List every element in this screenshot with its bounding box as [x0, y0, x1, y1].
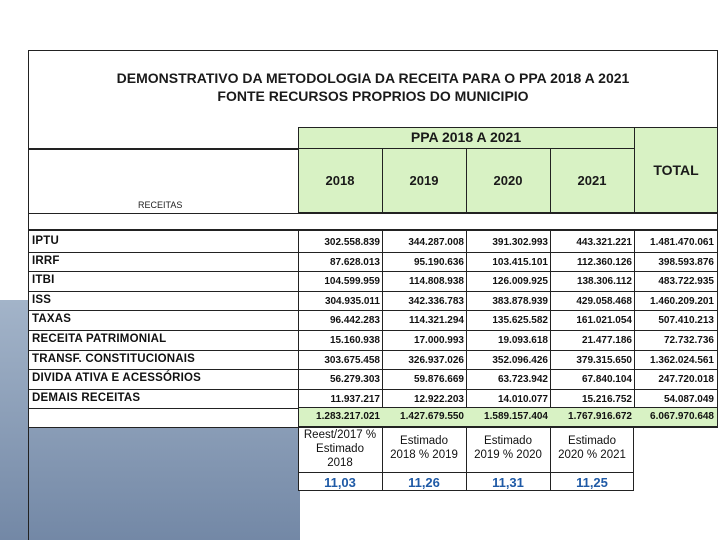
row-rule: [28, 252, 718, 253]
col-rule: [466, 427, 467, 491]
row-value: 104.599.959: [324, 276, 380, 288]
row-value: 161.021.054: [576, 315, 632, 327]
left-strip: [28, 428, 298, 540]
note-line: 2018: [327, 457, 353, 469]
row-label: ISS: [32, 293, 52, 306]
row-label: TRANSF. CONSTITUCIONAIS: [32, 352, 196, 365]
row-value: 443.321.221: [576, 237, 632, 248]
row-value: 11.937.217: [330, 393, 380, 405]
growth-note-label: [550, 434, 634, 462]
row-rule: [28, 330, 718, 331]
growth-note-label: [298, 428, 382, 470]
row-value: 67.840.104: [581, 374, 632, 386]
row-rule: [28, 291, 718, 292]
receitas-label: RECEITAS: [138, 200, 183, 210]
row-total-value: 72.732.736: [663, 335, 714, 346]
row-total-value: 247.720.018: [658, 374, 714, 386]
row-value: 15.160.938: [329, 335, 380, 346]
row-rule: [28, 350, 718, 351]
rule: [28, 148, 298, 150]
year-2019-header: 2019: [409, 173, 439, 188]
year-total-value: 1.427.679.550: [400, 411, 464, 422]
row-value: 126.009.925: [492, 276, 548, 288]
row-rule: [28, 389, 718, 390]
row-value: 19.093.618: [497, 335, 548, 346]
col-rule: [634, 229, 635, 427]
row-value: 391.302.993: [492, 237, 548, 248]
col-rule: [466, 229, 467, 427]
report-title: [30, 70, 716, 104]
row-value: 15.216.752: [581, 393, 632, 405]
row-label: ITBI: [32, 274, 55, 287]
row-value: 344.287.008: [408, 237, 464, 248]
row-total-value: 1.460.209.201: [650, 295, 714, 307]
row-value: 21.477.186: [581, 335, 632, 346]
row-label: IPTU: [32, 235, 59, 247]
note-line: Reest/2017 %: [303, 429, 377, 441]
growth-percent: 11,03: [324, 475, 356, 490]
year-total-value: 1.767.916.672: [568, 411, 632, 422]
title-line-1: DEMONSTRATIVO DA METODOLOGIA DA RECEITA PARA O PPA 2018 A 2021: [116, 70, 630, 86]
year-2020-header: 2020: [493, 173, 523, 188]
row-value: 14.010.077: [497, 393, 548, 405]
col-rule: [550, 427, 551, 491]
col-rule: [550, 229, 551, 427]
row-value: 379.315.650: [576, 354, 632, 366]
year-total-value: 1.589.157.404: [484, 411, 548, 422]
row-label: TAXAS: [32, 313, 72, 326]
ppa-group-label: PPA 2018 A 2021: [410, 129, 522, 145]
total-header: TOTAL: [653, 162, 699, 178]
note-line: 2020 % 2021: [558, 449, 626, 461]
year-2018-header: 2018: [325, 173, 355, 188]
row-value: 63.723.942: [497, 374, 548, 386]
note-line: Estimado: [484, 435, 532, 447]
row-value: 87.628.013: [329, 256, 380, 268]
note-line: Estimado: [400, 435, 448, 447]
note-line: Estimado: [568, 435, 616, 447]
row-rule: [28, 369, 718, 370]
growth-percent: 11,31: [492, 475, 524, 490]
row-label: DEMAIS RECEITAS: [32, 391, 141, 404]
growth-percent: 11,25: [576, 475, 608, 490]
row-value: 303.675.458: [324, 354, 380, 366]
col-rule: [298, 229, 299, 427]
row-value: 96.442.283: [329, 315, 380, 327]
growth-note-label: [382, 434, 466, 462]
growth-percent: 11,26: [408, 475, 440, 490]
row-value: 429.058.468: [576, 295, 632, 307]
row-total-value: 398.593.876: [658, 256, 714, 268]
row-value: 114.808.938: [408, 276, 464, 288]
row-total-value: 1.481.470.061: [650, 237, 714, 248]
row-value: 302.558.839: [324, 237, 380, 248]
row-value: 59.876.669: [413, 374, 464, 386]
note-line: 2019 % 2020: [474, 449, 542, 461]
row-rule: [28, 310, 718, 311]
col-rule: [382, 427, 383, 491]
grand-total-value: 6.067.970.648: [650, 411, 714, 422]
row-label: RECEITA PATRIMONIAL: [32, 333, 167, 345]
row-value: 56.279.303: [329, 374, 380, 386]
rule: [28, 229, 718, 231]
note-line: 2018 % 2019: [390, 449, 458, 461]
row-value: 12.922.203: [413, 393, 464, 405]
row-value: 326.937.026: [408, 354, 464, 366]
note-line: Estimado: [316, 443, 364, 455]
growth-note-label: [466, 434, 550, 462]
year-2021-header: 2021: [577, 173, 607, 188]
row-value: 95.190.636: [413, 256, 464, 268]
row-value: 352.096.426: [492, 354, 548, 366]
row-value: 103.415.101: [492, 256, 548, 268]
row-label: IRRF: [32, 254, 60, 267]
row-value: 112.360.126: [576, 256, 632, 268]
rule: [28, 213, 718, 214]
row-total-value: 54.087.049: [663, 393, 714, 405]
row-total-value: 507.410.213: [658, 315, 714, 327]
row-value: 383.878.939: [492, 295, 548, 307]
row-value: 304.935.011: [324, 295, 380, 307]
row-total-value: 1.362.024.561: [650, 354, 714, 366]
title-line-2: FONTE RECURSOS PROPRIOS DO MUNICIPIO: [217, 88, 529, 104]
col-rule: [382, 229, 383, 427]
row-value: 342.336.783: [408, 295, 464, 307]
row-value: 138.306.112: [576, 276, 632, 288]
row-total-value: 483.722.935: [658, 276, 714, 288]
row-rule: [28, 271, 718, 272]
row-value: 135.625.582: [492, 315, 548, 327]
row-label: DIVIDA ATIVA E ACESSÓRIOS: [32, 372, 201, 385]
year-total-value: 1.283.217.021: [316, 411, 380, 422]
row-value: 114.321.294: [408, 315, 464, 327]
row-value: 17.000.993: [413, 335, 464, 346]
